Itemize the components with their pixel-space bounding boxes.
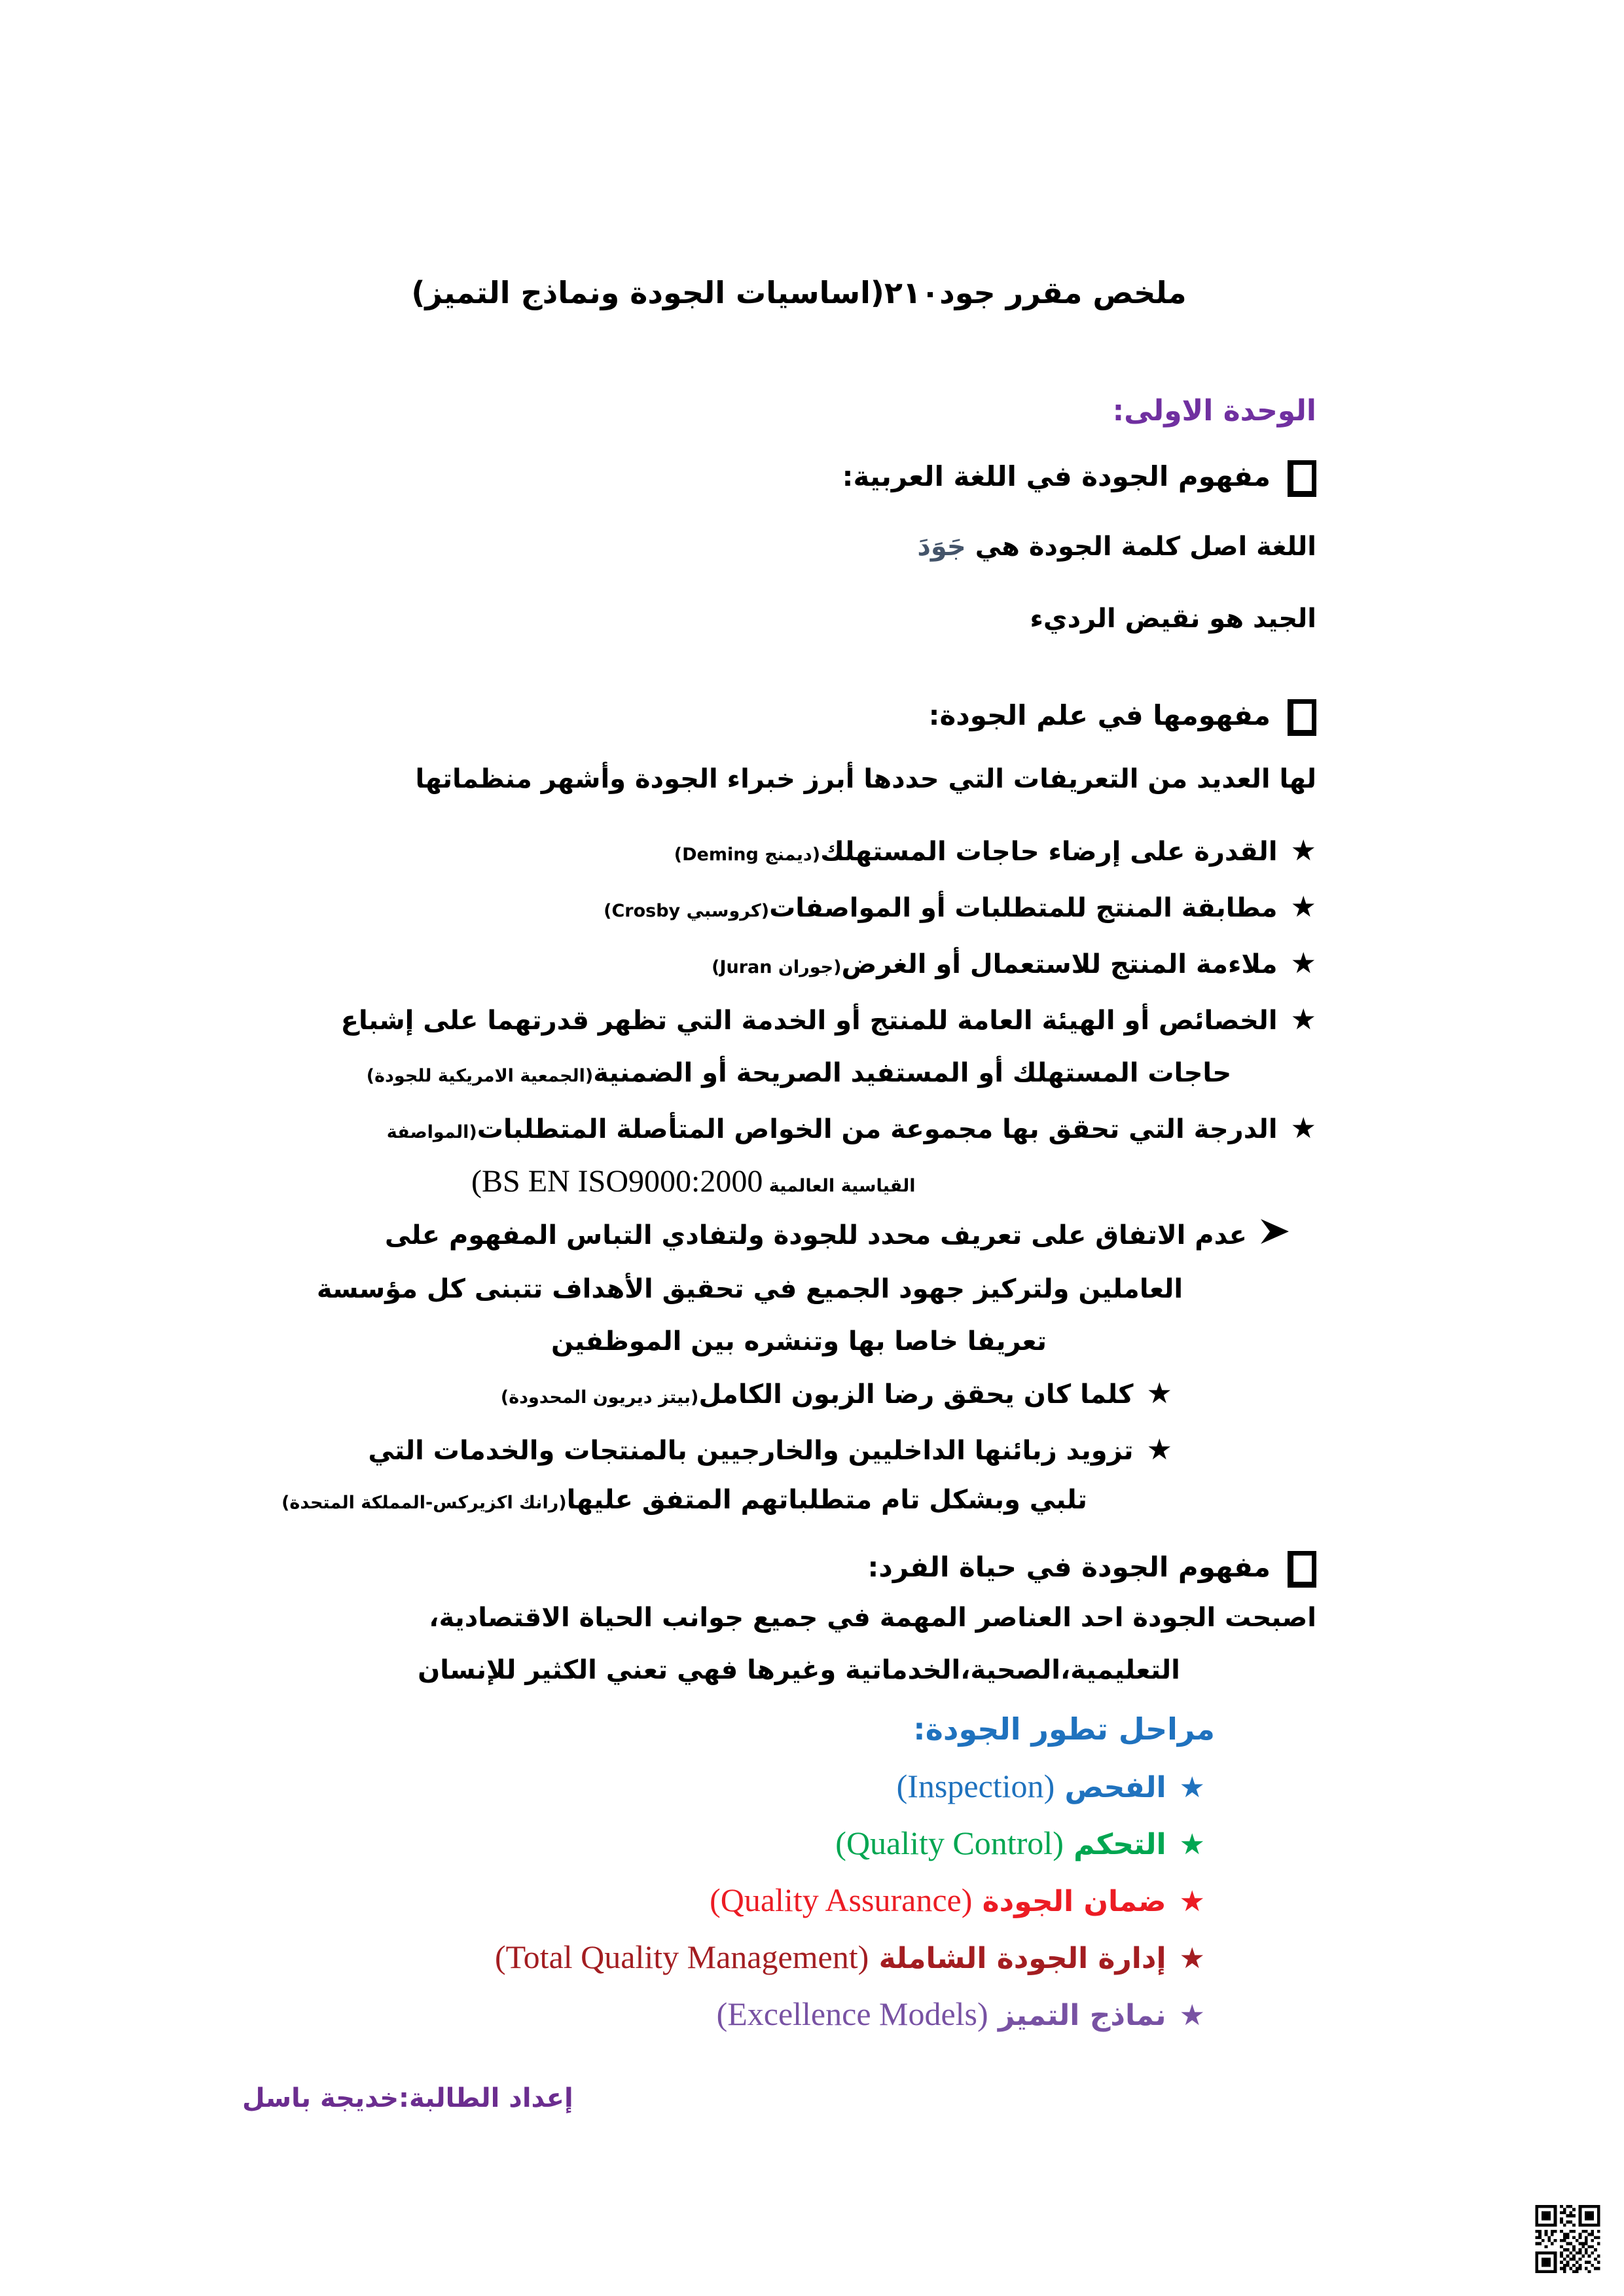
- stage-label-arabic: التحكم: [1063, 1828, 1166, 1861]
- section-heading-arabic-language: [281, 452, 1316, 501]
- individual-life-line2: التعليمية،الصحية،الخدماتية وغيرها فهي تعني الكثير للإنسان: [418, 1655, 1180, 1685]
- section-heading-text: مفهوم الجودة في اللغة العربية:: [842, 460, 1271, 492]
- stage-label-arabic: الفحص: [1055, 1771, 1166, 1804]
- definition-text: تزويد زبائنها الداخليين والخارجيين بالمنتجات والخدمات التي: [368, 1436, 1134, 1466]
- unit-heading: الوحدة الاولى:: [1112, 394, 1316, 428]
- star-bullet-icon: ★: [1290, 1003, 1316, 1036]
- definition-source: (ديمنج Deming): [674, 845, 821, 865]
- good-vs-bad-line: الجيد هو نقيض الرديء: [1030, 604, 1316, 634]
- star-bullet-icon: ★: [1179, 1828, 1205, 1861]
- definition-xerox-line1: [281, 1424, 1316, 1477]
- stage-quality-assurance: [281, 1872, 1316, 1929]
- star-bullet-icon: ★: [1290, 834, 1316, 867]
- definition-text: الخصائص أو الهيئة العامة للمنتج أو الخدمة التي تظهر قدرتهما على إشباع: [340, 1006, 1278, 1036]
- definition-text: مطابقة المنتج للمتطلبات أو المواصفات: [769, 893, 1278, 923]
- stage-label-english: (Quality Assurance): [710, 1882, 973, 1918]
- star-bullet-icon: ★: [1146, 1377, 1172, 1410]
- page-title: ملخص مقرر جود٢١٠(اساسيات الجودة ونماذج التميز): [411, 275, 1187, 310]
- origin-line: [281, 520, 1316, 573]
- many-definitions-line: لها العديد من التعريفات التي حددها أبرز خبراء الجودة وأشهر منظماتها: [415, 764, 1316, 794]
- star-bullet-icon: ★: [1179, 1999, 1205, 2032]
- definition-text: الدرجة التي تحقق بها مجموعة من الخواص المتأصلة المتطلبات: [477, 1114, 1278, 1144]
- section-heading-individual-life: [281, 1542, 1316, 1592]
- definition-source: القياسية العالمية: [763, 1176, 916, 1196]
- note-line3: تعريفا خاصا بها وتنشره بين الموظفين: [550, 1326, 1047, 1357]
- star-bullet-icon: ★: [1146, 1433, 1172, 1467]
- stage-inspection: [281, 1758, 1316, 1815]
- star-bullet-icon: ★: [1290, 947, 1316, 980]
- footer-credit: إعداد الطالبة:خديجة باسل: [242, 2083, 573, 2113]
- star-bullet-icon: ★: [1290, 890, 1316, 924]
- definition-source: (المواصفة: [386, 1122, 477, 1142]
- section-heading-text: مفهومها في علم الجودة:: [928, 699, 1271, 731]
- origin-word: جَوَدَ: [917, 532, 966, 562]
- individual-life-line1: اصبحت الجودة احد العناصر المهمة في جميع جوانب الحياة الاقتصادية،: [429, 1603, 1316, 1633]
- star-bullet-icon: ★: [1179, 1771, 1205, 1804]
- document-content: [281, 262, 1316, 2043]
- definition-crosby: [281, 881, 1316, 938]
- definition-iso-line2: [281, 1159, 1316, 1209]
- stage-label-english: (Excellence Models): [716, 1995, 988, 2032]
- stage-label-english: (Total Quality Management): [494, 1939, 869, 1975]
- definition-text: تلبي وبشكل تام متطلباتهم المتفق عليها: [566, 1485, 1087, 1515]
- stage-label-arabic: ضمان الجودة: [972, 1885, 1166, 1918]
- star-bullet-icon: ★: [1179, 1942, 1205, 1975]
- note-line2: العاملين ولتركيز جهود الجميع في تحقيق الأهداف تتبنى كل مؤسسة: [316, 1274, 1183, 1304]
- note-line1: [281, 1209, 1316, 1263]
- definition-text: كلما كان يحقق رضا الزبون الكامل: [698, 1379, 1134, 1410]
- iso-standard-code: BS EN ISO9000:2000): [471, 1164, 763, 1199]
- stage-quality-control: [281, 1815, 1316, 1872]
- definition-iso-line1: [281, 1102, 1316, 1159]
- checkbox-bullet-icon: [1288, 460, 1316, 497]
- stages-heading: مراحل تطور الجودة:: [913, 1711, 1215, 1747]
- definition-source: (بيتز ديريون المحدودة): [500, 1387, 699, 1408]
- stage-label-arabic: نماذج التميز: [988, 1999, 1166, 2032]
- stage-excellence-models: [281, 1986, 1316, 2043]
- definition-asq-line2: [281, 1047, 1316, 1102]
- qr-code: [1535, 2205, 1600, 2273]
- stage-total-quality-management: [281, 1929, 1316, 1986]
- checkbox-bullet-icon: [1288, 1551, 1316, 1588]
- definition-source: (رانك اكزيركس-المملكة المتحدة): [281, 1493, 567, 1513]
- stage-label-english: (Inspection): [896, 1768, 1055, 1804]
- star-bullet-icon: ★: [1179, 1885, 1205, 1918]
- definition-asq-line1: [281, 994, 1316, 1047]
- stage-label-arabic: إدارة الجودة الشاملة: [869, 1942, 1166, 1975]
- origin-prefix: اللغة اصل كلمة الجودة هي: [965, 532, 1316, 562]
- definition-source: (كروسبي Crosby): [604, 901, 770, 921]
- definition-juran: [281, 938, 1316, 994]
- note-text: عدم الاتفاق على تعريف محدد للجودة ولتفادي التباس المفهوم على: [384, 1220, 1247, 1250]
- section-heading-text: مفهوم الجودة في حياة الفرد:: [867, 1551, 1271, 1583]
- definition-betz: [281, 1368, 1316, 1424]
- definition-xerox-line2: [281, 1477, 1316, 1526]
- definition-text: ملاءمة المنتج للاستعمال أو الغرض: [841, 949, 1278, 979]
- star-bullet-icon: ★: [1290, 1112, 1316, 1145]
- arrow-bullet-icon: [1259, 1211, 1290, 1263]
- definition-source: (جوران Juran): [712, 957, 842, 977]
- definition-deming: [281, 825, 1316, 881]
- definition-source: (الجمعية الامريكية للجودة): [366, 1066, 594, 1086]
- checkbox-bullet-icon: [1288, 699, 1316, 736]
- stage-label-english: (Quality Control): [835, 1825, 1064, 1861]
- section-heading-quality-science: [281, 691, 1316, 740]
- definition-text: حاجات المستهلك أو المستفيد الصريحة أو الضمنية: [593, 1058, 1232, 1088]
- definition-text: القدرة على إرضاء حاجات المستهلك: [820, 837, 1278, 867]
